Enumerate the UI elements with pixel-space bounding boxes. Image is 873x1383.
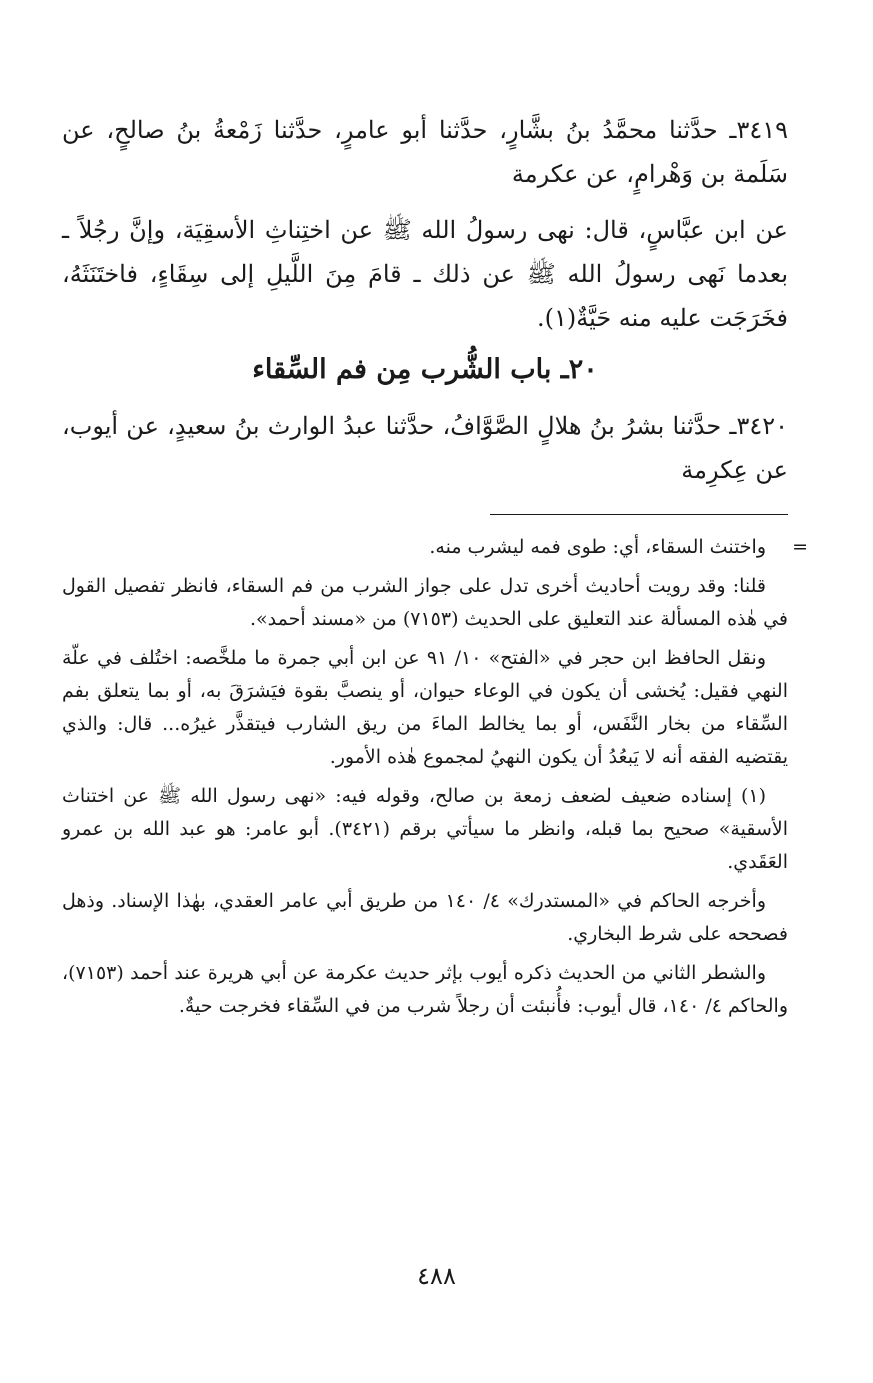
footnote-paragraph: ونقل الحافظ ابن حجر في «الفتح» ١٠/ ٩١ عن ابن أبي جمرة ما ملخَّصه: اختُلف في علّة النهي فقيل: يُخشى أن يكون في الوعاء حيوان، أو ينصبَّ بقوة فيَشرَقَ به، أو بما يتعلق بفم السِّقاء من بخار النَّفَس، أو بما يخالط الماءَ من ريق الشارب فيتقذَّر غيرُه... قال: والذي يقتضيه الفقه أنه لا يَبعُدُ أن يكون النهيُ لمجموع هٰذه الأمور. [62, 647, 788, 768]
page-number: ٤٨٨ [417, 1262, 456, 1290]
hadith-3419-matn: عن ابن عبَّاسٍ، قال: نهى رسولُ الله ﷺ عن اختِناثِ الأسقِيَة، وإنَّ رجُلاً ـ بعدما نَهى رسولُ الله ﷺ عن ذلك ـ قامَ مِنَ اللَّيلِ إلى سِقَاءٍ، فاختَنَثَهُ، فخَرَجَت عليه منه حَيَّةٌ(١). [62, 216, 789, 332]
continuation-marker: = [792, 536, 808, 558]
footnotes [62, 531, 808, 1023]
book-page [62, 108, 808, 1029]
footnote-paragraph: والشطر الثاني من الحديث ذكره أيوب بإثر حديث عكرمة عن أبي هريرة عند أحمد (٧١٥٣)، والحاكم ٤/ ١٤٠، قال أيوب: فأُنبئت أن رجلاً شرب من في السِّقاء فخرجت حيةٌ. [62, 962, 788, 1017]
footnote-paragraph: وأخرجه الحاكم في «المستدرك» ٤/ ١٤٠ من طريق أبي عامر العقدي، بهٰذا الإسناد. وذهل فصححه على شرط البخاري. [62, 890, 788, 945]
chapter-title: ٢٠ـ باب الشُّرب مِن فم السِّقاء [252, 354, 598, 385]
footnote-continuation [62, 531, 808, 564]
footnote-separator [490, 514, 788, 515]
footnote-1: (١) إسناده ضعيف لضعف زمعة بن صالح، وقوله فيه: «نهى رسول الله ﷺ عن اختناث الأسقية» صحيح بما قبله، وانظر ما سيأتي برقم (٣٤٢١). أبو عامر: هو عبد الله بن عمرو العَقَدي. [62, 785, 788, 873]
footnote-paragraph: واختنث السقاء، أي: طوى فمه ليشرب منه. [429, 536, 766, 558]
hadith-3420-isnad: ٣٤٢٠ـ حدَّثنا بشرُ بنُ هلالٍ الصَّوَّافُ، حدَّثنا عبدُ الوارث بنُ سعيدٍ، عن أيوب، عن عِكرِمة [62, 412, 788, 484]
footnote-paragraph: قلنا: وقد رويت أحاديث أخرى تدل على جواز الشرب من فم السقاء، فانظر تفصيل القول في هٰذه المسألة عند التعليق على الحديث (٧١٥٣) من «مسند أحمد». [62, 575, 788, 630]
hadith-3419-isnad: ٣٤١٩ـ حدَّثنا محمَّدُ بنُ بشَّارٍ، حدَّثنا أبو عامرٍ، حدَّثنا زَمْعةُ بنُ صالحٍ، عن سَلَمة بن وَهْرامٍ، عن عكرمة [62, 116, 788, 188]
main-text [62, 108, 788, 492]
